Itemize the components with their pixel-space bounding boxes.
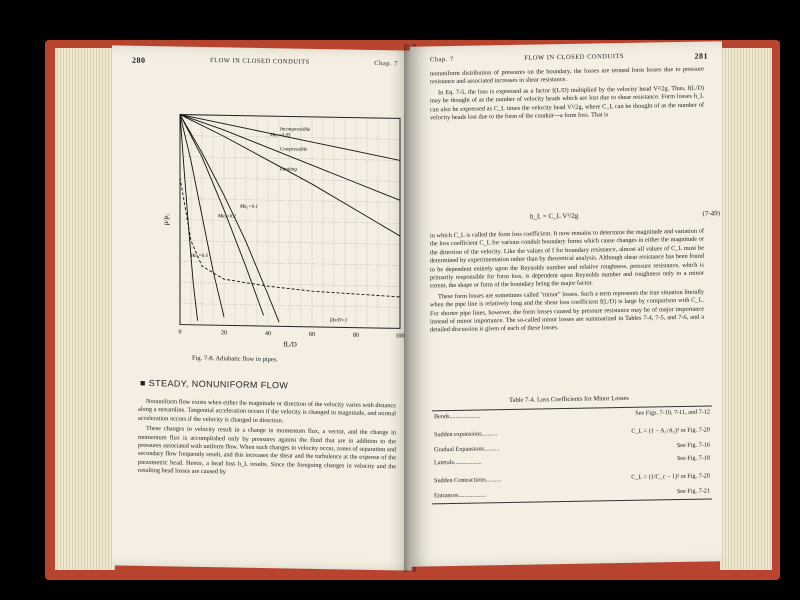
left-paragraph: Nonuniform flow exists when either the magnitude or direction of the velocity varies with distance along a streamline. Tangential acceleration occurs if the velocity is changed in magnitude, and normal acceleration occurs if the velocity is changed in direction. [138,397,396,425]
right-running-head [430,52,708,66]
right-paragraph: These form losses are sometimes called "minor" losses. Such a term represents the true situation literally when the pipe line is relatively long and the shear loss coefficient f(L/D) is large by comparison with C_L. For shorter pipe lines, however, the form losses caused by pressure resistance may be of major importance instead of minor importance. The so-called minor losses are summarized in Tables 7-4, 7-5, and 7-6, and a detailed discussion is given of each of these losses. [430,288,704,334]
table-cell-item: Gradual Expansions.......... [434,445,500,454]
loss-coefficients-table [432,405,712,504]
table-cell-ref: See Fig. 7-21 [676,487,710,496]
left-paragraph: These changes in velocity result in a change in momentum flux, a vector, and the change in momentum flux is accomplished only by pressures against the fluid that are in addition to the pressures associated with uniform flow. When such changes in velocity occur, zones of separation and secondary flow frequently result, and this increases the shear and the turbulence at the expense of the piezometric head. Hence, a head loss h_L results. Since the foregoing changes in velocity and the resulting head losses are caused by [138,425,396,476]
page-edges-left [55,48,115,570]
table-cell-item: Sudden Contractions.......... [434,475,502,484]
chart-annotation: Ma₁=0.5 [190,253,209,260]
x-tick-label: 0 [178,329,182,336]
left-page [112,45,412,570]
table-cell-ref: C_L = (1 − A₁/A₂)² or Fig. 7-20 [631,425,710,435]
chart-annotation: Ma₁=0.05 [270,133,291,139]
chart-annotation: Limiting [280,167,297,173]
table-cell-item: Laterals.................. [434,458,482,467]
equation-number: (7-49) [702,209,720,218]
table-cell-item: Entrances.................. [434,491,487,500]
x-tick-label: 40 [265,331,271,338]
chart-annotation: Ma₁=0.1 [240,204,259,210]
left-running-title: FLOW IN CLOSED CONDUITS [210,57,310,66]
chart-annotation: fΔx/D=1 [330,318,348,324]
equation-text: h_L = C_L V²/2g [530,211,579,221]
table-cell-ref: See Fig. 7-18 [676,454,710,463]
figure-caption: Fig. 7-8. Adiabatic flow in pipes. [192,354,278,364]
adiabatic-flow-chart [130,66,410,359]
left-page-number: 280 [132,55,146,65]
x-tick-label: 80 [353,332,359,339]
chart-annotation: Compressible [280,147,308,153]
table-cell-ref: See Fig. 7-16 [676,441,710,450]
right-paragraph: In Eq. 7-5, the loss is expressed as a factor f(L/D) multiplied by the velocity head V²/2g. Thus, f(L/D) may be thought of as the number of velocity heads which are lost due to shear resistance. Form losses h_L can also be expressed as C_L times the velocity head V²/2g, where C_L can be thought of as the number of velocity heads lost due to the form of the conduit—a form loss. That is [430,84,704,122]
x-tick-label: 60 [309,331,315,338]
right-body-middle [430,228,704,338]
y-axis-label: p/p₁ [162,213,170,226]
x-tick-label: 20 [221,330,227,337]
equation-7-49 [450,209,720,222]
table-cell-ref: See Figs. 7-10, 7-11, and 7-12 [635,408,710,417]
left-body-text [138,398,396,482]
table-title: Table 7-4. Loss Coefficients for Minor Losses [509,394,629,404]
series-line [180,115,198,321]
x-tick-label: 100 [395,333,405,340]
section-heading-text: STEADY, NONUNIFORM FLOW [148,378,289,391]
right-running-title: FLOW IN CLOSED CONDUITS [524,52,624,62]
table-cell-item: Sudden expansions.......... [434,429,498,438]
right-page [410,41,722,566]
table-cell-ref: C_L = (1/C_c − 1)² or Fig. 7-20 [631,471,710,481]
right-paragraph: in which C_L is called the form loss coefficient. It now remains to determine the magnitude and variation of the loss coefficient C_L for various conduit boundary forms which cause changes in either the magnitude or the direction of the velocity. Like the values of f for boundary resistance, almost all values of C_L must be determined by experimentation rather than by theoretical analysis. Although shear resistance has been found to be dependent entirely upon the Reynolds number and relative roughness, pressure resistance, which is primarily responsible for form loss, is dependent upon Reynolds number and roughness only to a minor extent, the shape or form of the boundary being the major factor. [430,227,704,290]
chart-annotation: Incompressible [280,127,311,133]
left-chapter: Chap. 7 [374,59,398,68]
chart-annotation: Ma₁=0.2 [218,214,237,220]
page-edges-right [720,48,772,570]
x-axis-label: fL/D [283,340,297,349]
table-cell-item: Bends.................... [434,412,481,421]
right-chapter: Chap. 7 [430,55,454,64]
right-paragraph: nonuniform distribution of pressures on the boundary, the losses are termed form losses due to pressure resistance and associated increases in shear resistance. [430,65,704,86]
section-heading: ■ STEADY, NONUNIFORM FLOW [140,377,289,391]
right-body-top [430,66,704,125]
right-page-number: 281 [694,51,708,61]
